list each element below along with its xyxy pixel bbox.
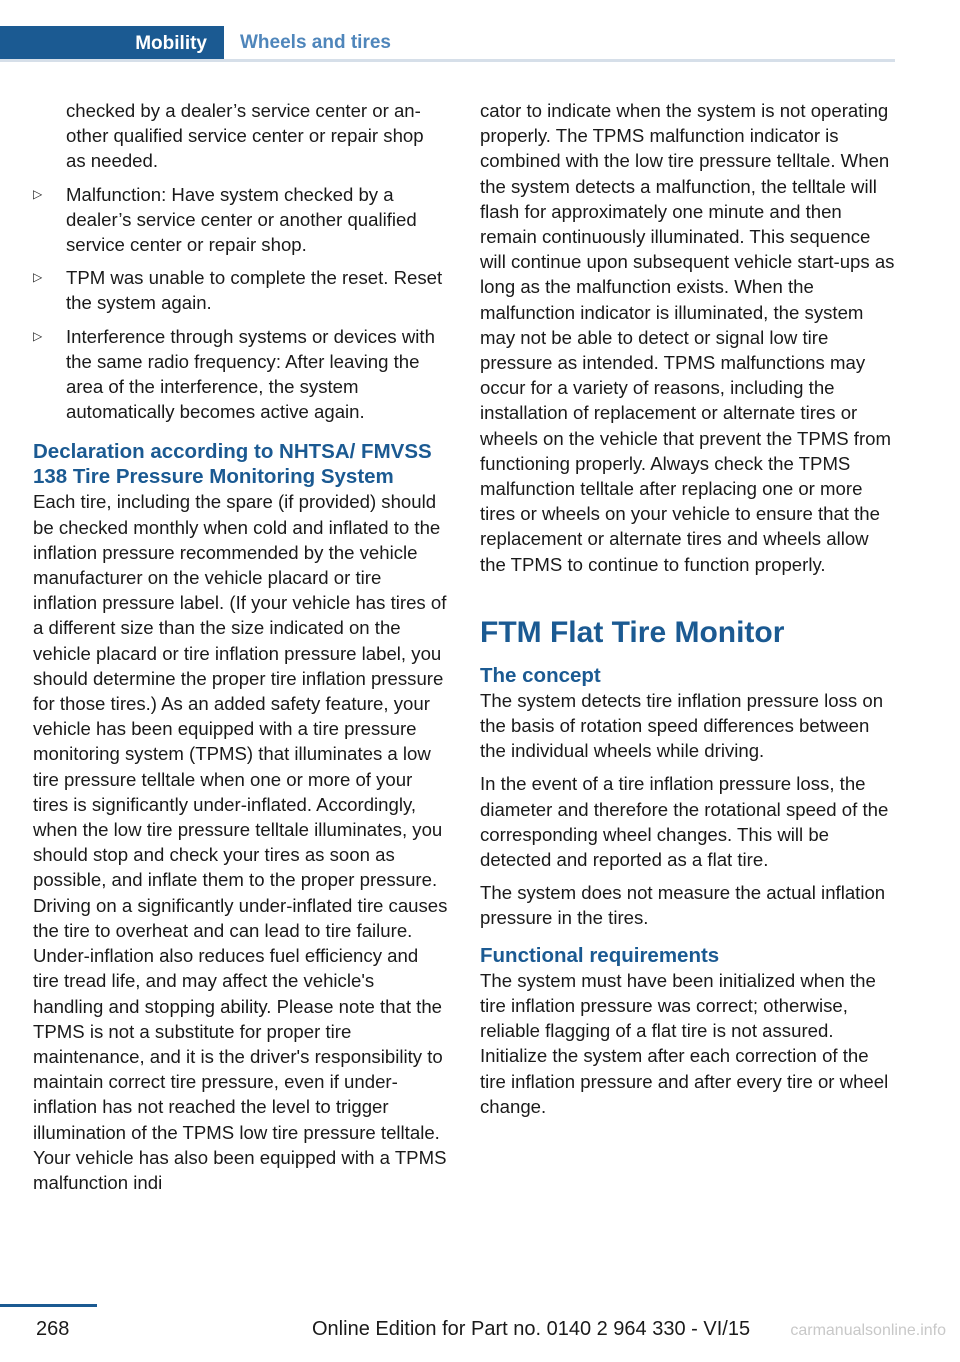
triangle-bullet-icon: ▷: [33, 186, 43, 201]
header-divider: [0, 59, 895, 62]
triangle-bullet-icon: ▷: [33, 270, 43, 285]
section-title: FTM Flat Tire Monitor: [480, 615, 785, 649]
requirements-heading: Functional requirements: [480, 943, 720, 967]
page-header: [0, 0, 895, 62]
list-item: [33, 324, 448, 425]
triangle-bullet-icon: ▷: [33, 328, 43, 343]
concept-heading: The concept: [480, 663, 601, 687]
right-column: [480, 98, 896, 1119]
declaration-heading: Declaration according to NHTSA/ FMVSS 138 Tire Pressure Monitoring System: [33, 440, 432, 489]
list-item-text: Interference through systems or devices with the same radio frequency: After leaving the area of the interference, the system automatically becomes active again.: [66, 325, 435, 423]
declaration-body-continued: cator to indicate when the system is not operating properly. The TPMS malfunction indicator is combined with the low tire pressure telltale. When the system detects a malfunction, the telltale will flash for approximately one minute and then remain continuously illuminated. This sequence will continue upon subsequent vehicle start-ups as long as the malfunction exists. When the malfunction indicator is illuminated, the system may not be able to detect or signal low tire pressure as intended. TPMS malfunctions may occur for a variety of reasons, including the installation of replacement or alternate tires or wheels on the vehicle that prevent the TPMS from functioning properly. Always check the TPMS malfunction telltale after replacing one or more tires or wheels on your vehicle to ensure that the replacement or alternate tires and wheels allow the TPMS to continue to function properly.: [480, 100, 895, 575]
chapter-tab-wheels-and-tires[interactable]: Wheels and tires: [240, 32, 391, 53]
list-item-text: TPM was unable to complete the reset. Reset the system again.: [66, 267, 443, 314]
section-tab-mobility[interactable]: [0, 26, 224, 62]
declaration-body: Each tire, including the spare (if provided) should be checked monthly when cold and inflated to the inflation pressure recommended by the vehicle manufacturer on the vehicle placard or tire inflation pressure label. (If your vehicle has tires of a different size than the size indicated on the vehicle placard or tire inflation pressure label, you should determine the proper tire inflation pressure for those tires.) As an added safety feature, your vehicle has been equipped with a tire pressure monitoring system (TPMS) that illuminates a low tire pressure telltale when one or more of your tires is significantly under-inflated. Accordingly, when the low tire pressure telltale illuminates, you should stop and check your tires as soon as possible, and inflate them to the proper pressure. Driving on a significantly under-inflated tire causes the tire to overheat and can lead to tire failure. Under-inflation also reduces fuel efficiency and tire tread life, and may affect the vehicle's handling and stopping ability. Please note that the TPMS is not a substitute for proper tire maintenance, and it is the driver's responsibility to maintain correct tire pressure, even if under-inflation has not reached the level to trigger illumination of the TPMS low tire pressure telltale. Your vehicle has also been equipped with a TPMS malfunction indi: [33, 491, 448, 1193]
section-tab-label: Mobility: [135, 33, 207, 54]
concept-paragraph: In the event of a tire inflation pressure loss, the diameter and therefore the rotational speed of the corresponding wheel changes. This will be detected and reported as a flat tire.: [480, 773, 889, 871]
continued-bullet-text: checked by a dealer’s service center or another qualified service center or repair shop as needed.: [66, 100, 424, 172]
concept-paragraph: The system does not measure the actual inflation pressure in the tires.: [480, 882, 886, 929]
list-item-text: Malfunction: Have system checked by a dealer’s service center or another qualified service center or repair shop.: [66, 183, 417, 256]
footer-divider: [0, 1304, 97, 1307]
list-item: [33, 182, 448, 258]
edition-note: Online Edition for Part no. 0140 2 964 330 - VI/15: [312, 1318, 751, 1340]
watermark: carmanualsonline.info: [790, 1322, 946, 1339]
page-number: 268: [36, 1318, 70, 1340]
list-item: [33, 265, 448, 315]
requirements-paragraph: The system must have been initialized when the tire inflation pressure was correct; otherwise, reliable flagging of a flat tire is not assured. Initialize the system after each correction of the tire inflation pressure and after every tire or wheel change.: [480, 969, 889, 1117]
left-column: [33, 98, 448, 1195]
concept-paragraph: The system detects tire inflation pressure loss on the basis of rotation speed differences between the individual wheels while driving.: [480, 689, 884, 762]
